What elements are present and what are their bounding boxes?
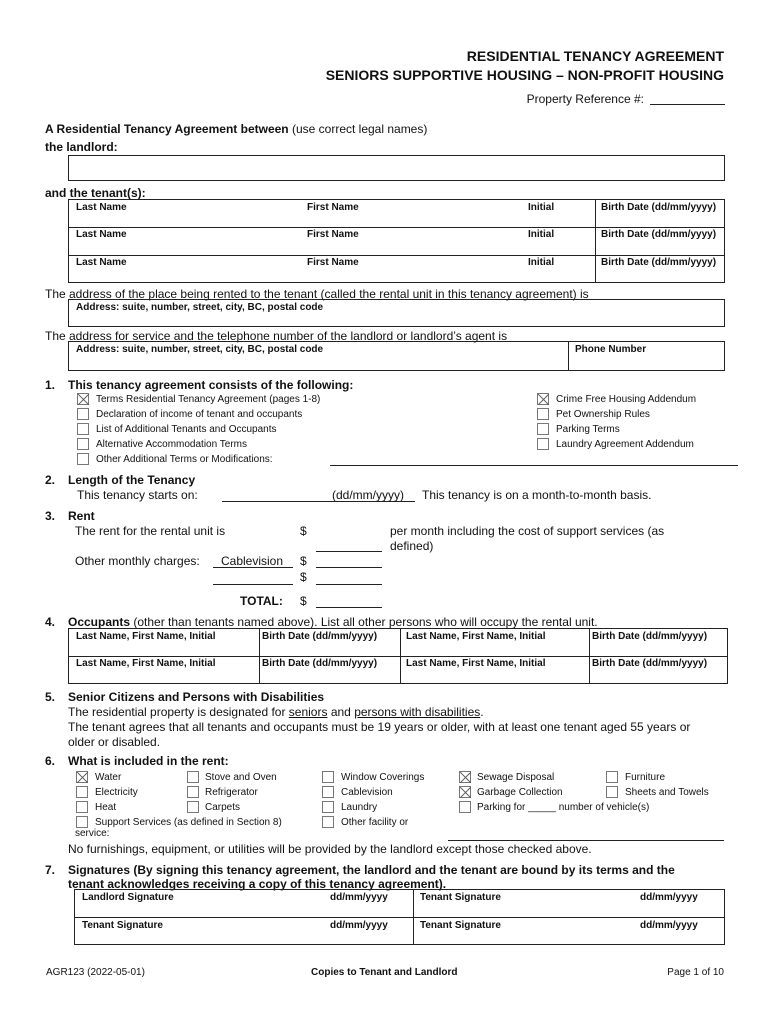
included-vehicle-parking: Parking for _____ number of vehicle(s) [477,802,650,813]
tenant-col-initial: Initial [528,229,555,240]
landlord-signature-date: dd/mm/yyyy [330,892,388,903]
option-terms: Terms Residential Tenancy Agreement (pages 1-8) [96,394,321,405]
option-laundry: Laundry Agreement Addendum [556,439,694,450]
option-additional-tenants: List of Additional Tenants and Occupants [96,424,277,435]
checkbox-cablevision[interactable] [322,786,334,798]
checkbox-carpets[interactable] [187,801,199,813]
included-other-facility: Other facility or [341,817,409,828]
tenant-col-birth: Birth Date (dd/mm/yyyy) [601,257,717,268]
checkbox-garbage[interactable] [459,786,471,798]
checkbox-window-coverings[interactable] [322,771,334,783]
section-3-number: 3. [45,509,56,523]
other-charges-label: Other monthly charges: [75,554,200,568]
included-heat: Heat [95,802,117,813]
occupant-col-birth: Birth Date (dd/mm/yyyy) [592,658,708,669]
charge-dollar-2: $ [300,570,307,584]
checkbox-laundry[interactable] [537,438,549,450]
other-facility-field[interactable] [448,840,724,841]
checkbox-refrigerator[interactable] [187,786,199,798]
rental-address-label: Address: suite, number, street, city, BC, postal code [76,302,324,313]
total-dollar: $ [300,594,307,608]
option-declaration: Declaration of income of tenant and occupants [96,409,303,420]
charge-amount-field-1[interactable] [316,567,382,568]
tenant-signature-date: dd/mm/yyyy [330,920,388,931]
occupant-col-name: Last Name, First Name, Initial [76,658,216,669]
rent-per-month-text-2: defined) [390,539,434,553]
charge-name-field-1[interactable] [213,567,293,568]
tenant-col-initial: Initial [528,257,555,268]
month-to-month-text: This tenancy is on a month-to-month basis. [422,488,652,502]
property-reference-label: Property Reference #: [526,92,644,106]
age-requirement-text-2: older or disabled. [68,735,161,749]
section-7-heading: Signatures (By signing this tenancy agreement, the landlord and the tenant are bound by its terms and the [68,863,675,877]
tenant-col-last: Last Name [76,202,127,213]
option-alternative-accommodation: Alternative Accommodation Terms [96,439,247,450]
occupant-col-name: Last Name, First Name, Initial [76,631,216,642]
section-3-heading: Rent [68,509,95,523]
age-requirement-text: The tenant agrees that all tenants and occupants must be 19 years or older, with at least one tenant aged 55 years or [68,720,691,734]
cablevision-charge-label: Cablevision [221,554,284,568]
checkbox-pet-ownership[interactable] [537,408,549,420]
rent-amount-field[interactable] [316,551,382,552]
total-label: TOTAL: [240,594,283,608]
checkbox-terms[interactable] [77,393,89,405]
checkbox-support-services[interactable] [76,816,88,828]
section-2-number: 2. [45,473,56,487]
service-address-text: The address for service and the telephone number of the landlord or landlord’s agent is [45,329,508,343]
service-address-label: Address: suite, number, street, city, BC, postal code [76,344,324,355]
occupant-col-name: Last Name, First Name, Initial [406,658,546,669]
tenant-col-last: Last Name [76,229,127,240]
section-4-heading: Occupants (other than tenants named above). List all other persons who will occupy the rental unit. [68,615,598,629]
option-parking: Parking Terms [556,424,620,435]
included-sheets-towels: Sheets and Towels [625,787,709,798]
included-support-services-wrap: service: [75,828,110,839]
other-terms-field[interactable] [330,465,738,466]
occupant-col-birth: Birth Date (dd/mm/yyyy) [262,631,378,642]
landlord-label: the landlord: [45,140,118,154]
checkbox-laundry-facility[interactable] [322,801,334,813]
tenant-signature-label: Tenant Signature [82,920,163,931]
checkbox-declaration[interactable] [77,408,89,420]
checkbox-furniture[interactable] [606,771,618,783]
checkbox-alternative-accommodation[interactable] [77,438,89,450]
section-1-number: 1. [45,378,56,392]
included-cablevision: Cablevision [341,787,393,798]
section-7-heading-2: tenant acknowledges receiving a copy of this tenancy agreement). [68,877,447,891]
occupant-col-birth: Birth Date (dd/mm/yyyy) [262,658,378,669]
property-reference-field[interactable] [650,104,725,105]
checkbox-stove[interactable] [187,771,199,783]
landlord-signature-label: Landlord Signature [82,892,174,903]
document-title: RESIDENTIAL TENANCY AGREEMENT [466,48,724,64]
option-crime-free: Crime Free Housing Addendum [556,394,697,405]
option-other-terms: Other Additional Terms or Modifications: [96,454,273,465]
charge-amount-field-2[interactable] [316,584,382,585]
document-subtitle: SENIORS SUPPORTIVE HOUSING – NON-PROFIT HOUSING [325,67,724,83]
section-6-heading: What is included in the rent: [68,754,229,768]
included-carpets: Carpets [205,802,241,813]
tenant-col-first: First Name [307,202,359,213]
checkbox-parking[interactable] [537,423,549,435]
tenant-col-initial: Initial [528,202,555,213]
designation-text: The residential property is designated for seniors and persons with disabilities. [68,705,484,719]
checkbox-additional-tenants[interactable] [77,423,89,435]
section-5-number: 5. [45,690,56,704]
tenant-signature-date: dd/mm/yyyy [640,920,698,931]
page-number: Page 1 of 10 [667,967,724,978]
included-window-coverings: Window Coverings [341,772,425,783]
checkbox-water[interactable] [76,771,88,783]
rent-per-month-text: per month including the cost of support services (as [390,524,665,538]
checkbox-sewage[interactable] [459,771,471,783]
included-water: Water [95,772,122,783]
section-7-number: 7. [45,863,56,877]
tenancy-starts-label: This tenancy starts on: [77,488,198,502]
section-2-heading: Length of the Tenancy [68,473,196,487]
checkbox-electricity[interactable] [76,786,88,798]
tenant-col-first: First Name [307,257,359,268]
tenant-signature-label: Tenant Signature [420,920,501,931]
intro-line: A Residential Tenancy Agreement between (use correct legal names) [45,122,428,136]
charge-dollar-1: $ [300,554,307,568]
included-electricity: Electricity [95,787,138,798]
rent-label: The rent for the rental unit is [75,524,226,538]
included-sewage: Sewage Disposal [477,772,555,783]
landlord-name-field[interactable] [68,155,725,181]
included-garbage: Garbage Collection [477,787,563,798]
charge-name-field-2[interactable] [213,584,293,585]
occupant-col-birth: Birth Date (dd/mm/yyyy) [592,631,708,642]
section-6-number: 6. [45,754,56,768]
tenant-col-first: First Name [307,229,359,240]
form-code: AGR123 (2022-05-01) [46,967,145,978]
tenant-col-last: Last Name [76,257,127,268]
total-amount-field[interactable] [316,607,382,608]
option-pet-ownership: Pet Ownership Rules [556,409,650,420]
tenant-col-birth: Birth Date (dd/mm/yyyy) [601,229,717,240]
checkbox-crime-free[interactable] [537,393,549,405]
occupant-col-name: Last Name, First Name, Initial [406,631,546,642]
copies-note: Copies to Tenant and Landlord [311,967,458,978]
included-stove: Stove and Oven [205,772,277,783]
tenants-label: and the tenant(s): [45,186,146,200]
tenant-signature-date: dd/mm/yyyy [640,892,698,903]
phone-number-label: Phone Number [575,344,647,355]
date-format-hint: (dd/mm/yyyy) [332,488,404,502]
included-furniture: Furniture [625,772,666,783]
rent-dollar: $ [300,524,307,538]
included-support-services: Support Services (as defined in Section 8) [95,817,282,828]
tenant-signature-label: Tenant Signature [420,892,501,903]
no-furnishings-note: No furnishings, equipment, or utilities will be provided by the landlord except those checked above. [68,842,592,856]
section-4-number: 4. [45,615,56,629]
section-5-heading: Senior Citizens and Persons with Disabilities [68,690,325,704]
tenant-col-birth: Birth Date (dd/mm/yyyy) [601,202,717,213]
section-1-heading: This tenancy agreement consists of the following: [68,378,354,392]
checkbox-vehicle-parking[interactable] [459,801,471,813]
checkbox-heat[interactable] [76,801,88,813]
checkbox-sheets-towels[interactable] [606,786,618,798]
checkbox-other-terms[interactable] [77,453,89,465]
checkbox-other-facility[interactable] [322,816,334,828]
rental-address-text: The address of the place being rented to the tenant (called the rental unit in this tenancy agreement) is [45,287,589,301]
included-laundry-facility: Laundry [341,802,378,813]
included-refrigerator: Refrigerator [205,787,258,798]
